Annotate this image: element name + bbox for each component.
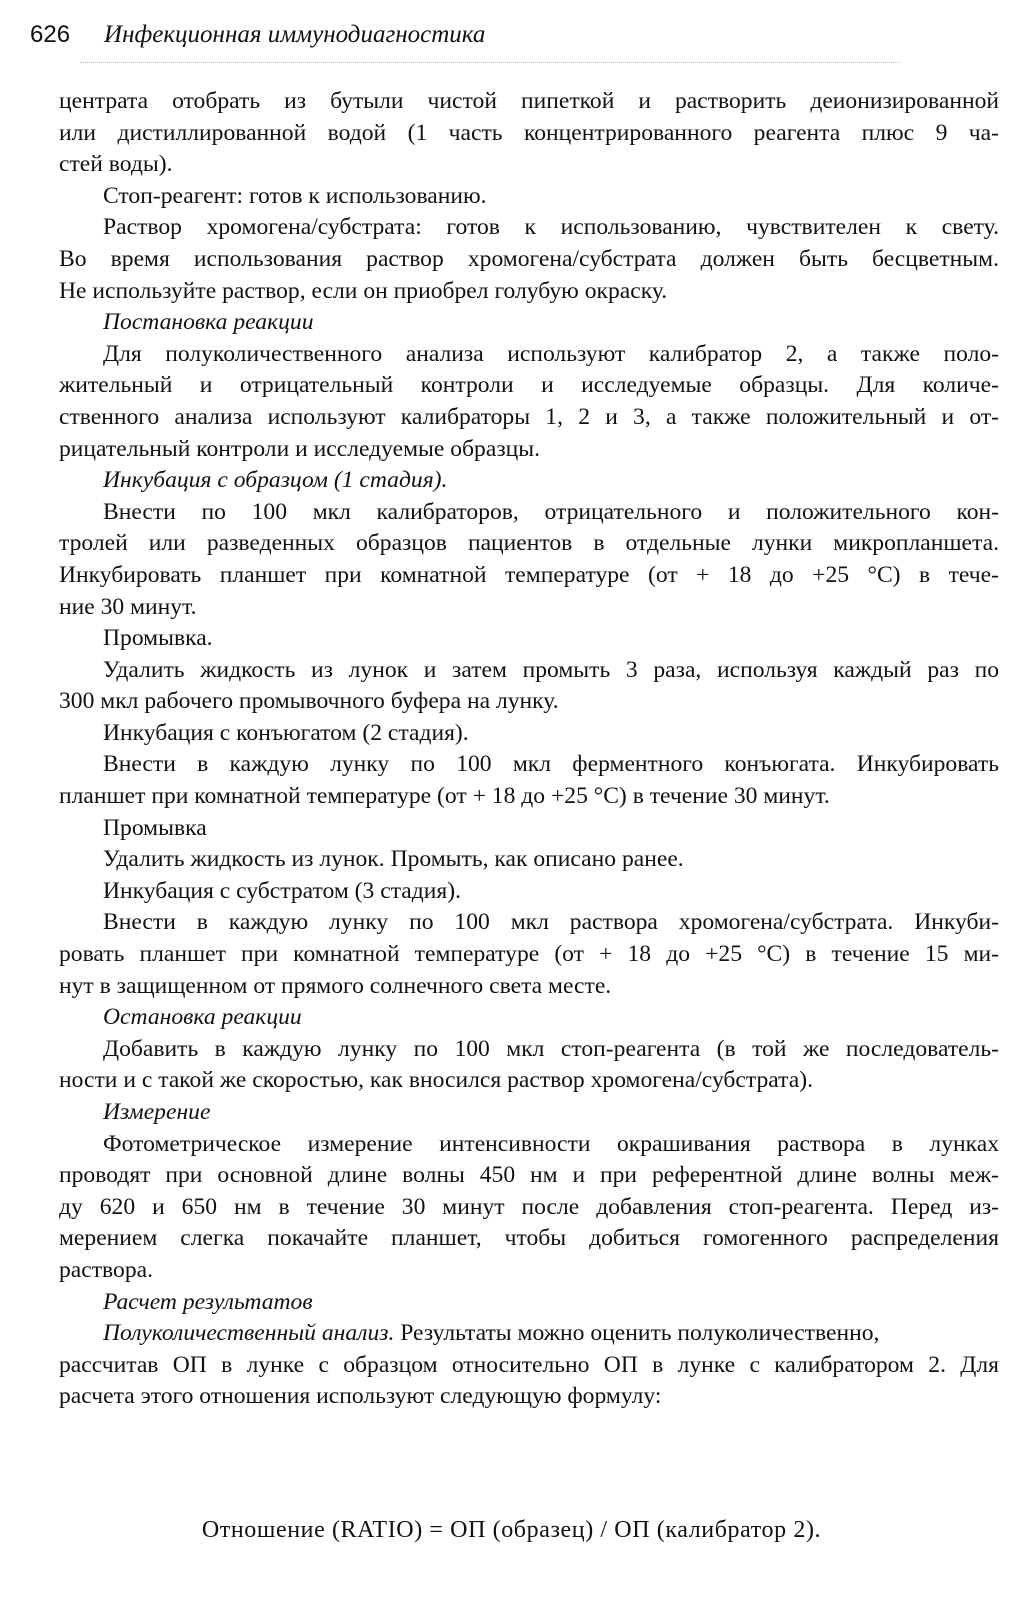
section-heading: Инкубация с образцом (1 стадия).	[103, 467, 448, 494]
text-line: ровать планшет при комнатной температуре (от + 18 до +25 °С) в течение 15 ми-	[59, 941, 999, 968]
text-line: ственного анализа используют калибраторы 1, 2 и 3, а также положительный и от-	[59, 403, 999, 430]
inline-italic-term: Полуколичественный анализ.	[103, 1320, 395, 1347]
header-rule	[80, 62, 900, 63]
section-heading: Измерение	[103, 1099, 211, 1125]
text-line: центрата отобрать из бутыли чистой пипеткой и растворить деионизированной	[59, 88, 999, 114]
section-heading: Остановка реакции	[103, 1004, 302, 1031]
running-title: Инфекционная иммунодиагностика	[104, 21, 486, 48]
text-line: Раствор хромогена/субстрата: готов к использованию, чувствителен к свету.	[103, 214, 999, 241]
text-line: Удалить жидкость из лунок и затем промыть 3 раза, используя каждый раз по	[103, 656, 999, 683]
text-line: ности и с такой же скоростью, как вносился раствор хромогена/субстрата).	[59, 1067, 813, 1094]
section-heading: Постановка реакции	[103, 309, 314, 336]
text-line: Не используйте раствор, если он приобрел голубую окраску.	[59, 277, 668, 304]
text-line: Инкубировать планшет при комнатной температуре (от + 18 до +25 °С) в тече-	[59, 561, 999, 588]
text-line: Промывка	[103, 814, 207, 841]
text-line: жительный и отрицательный контроли и исследуемые образцы. Для количе-	[59, 372, 999, 399]
text-line: Промывка.	[103, 625, 213, 652]
text-line: или дистиллированной водой (1 часть концентрированного реагента плюс 9 ча-	[59, 119, 999, 146]
text-line: тролей или разведенных образцов пациентов в отдельные лунки микропланшета.	[59, 530, 999, 557]
text-line: мерением слегка покачайте планшет, чтобы добиться гомогенного распределения	[59, 1225, 999, 1252]
text-line: Инкубация с субстратом (3 стадия).	[103, 877, 462, 904]
section-heading: Расчет результатов	[103, 1288, 313, 1315]
text-line: Для полуколичественного анализа используют калибратор 2, а также поло-	[103, 340, 999, 367]
text-line: рассчитав ОП в лунке с образцом относительно ОП в лунке с калибратором 2. Для	[59, 1351, 999, 1378]
text-line: Во время использования раствор хромогена/субстрата должен быть бесцветным.	[59, 245, 999, 272]
text-line: Внести в каждую лунку по 100 мкл ферментного конъюгата. Инкубировать	[103, 751, 999, 778]
running-header	[30, 18, 485, 52]
text-line: проводят при основной длине волны 450 нм и при референтной длине волны меж-	[59, 1162, 999, 1189]
text-line: Внести в каждую лунку по 100 мкл раствора хромогена/субстрата. Инкуби-	[103, 909, 999, 936]
text-line: планшет при комнатной температуре (от + 18 до +25 °С) в течение 30 минут.	[59, 783, 830, 810]
text-line: раствора.	[59, 1256, 153, 1283]
ratio-formula: Отношение (RATIO) = ОП (образец) / ОП (калибратор 2).	[201, 1517, 822, 1543]
text-line: ду 620 и 650 нм в течение 30 минут после добавления стоп-реагента. Перед из-	[59, 1193, 999, 1220]
text-line: стей воды).	[59, 151, 173, 178]
text-line: Стоп-реагент: готов к использованию.	[103, 182, 487, 209]
text-line: рицательный контроли и исследуемые образцы.	[59, 435, 541, 462]
text-line: ние 30 минут.	[59, 593, 197, 620]
text-line: Добавить в каждую лунку по 100 мкл стоп-реагента (в той же последователь-	[103, 1035, 999, 1062]
text-line: Фотометрическое измерение интенсивности окрашивания раствора в лунках	[103, 1130, 999, 1157]
text-line: расчета этого отношения используют следующую формулу:	[59, 1383, 662, 1410]
text-line: Инкубация с конъюгатом (2 стадия).	[103, 719, 469, 746]
text-line: Внести по 100 мкл калибраторов, отрицательного и положительного кон-	[103, 498, 999, 525]
text-line: 300 мкл рабочего промывочного буфера на лунку.	[59, 688, 559, 715]
text-line: нут в защищенном от прямого солнечного света месте.	[59, 972, 612, 999]
body-text	[59, 86, 999, 1413]
text-line: Удалить жидкость из лунок. Промыть, как описано ранее.	[103, 846, 684, 873]
inline-text: Результаты можно оценить полуколичественно,	[394, 1320, 880, 1347]
text-line	[59, 1318, 999, 1350]
page-number: 626	[30, 21, 71, 48]
